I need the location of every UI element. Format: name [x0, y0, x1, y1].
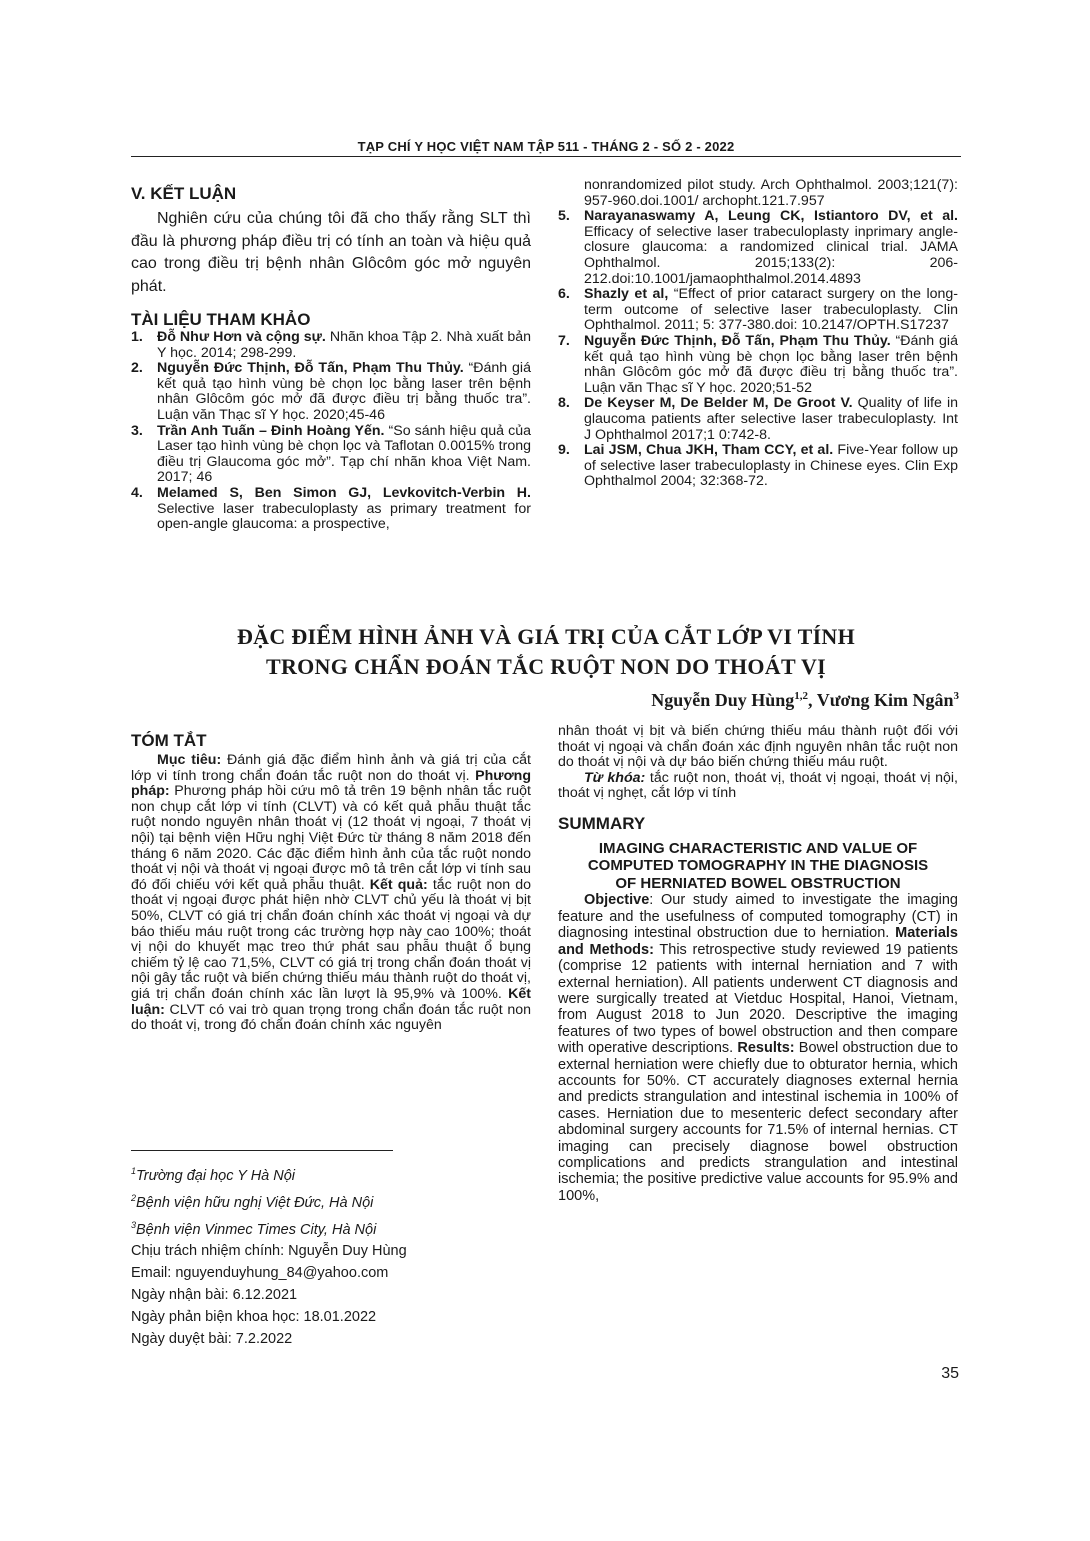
- keywords: Từ khóa: tắc ruột non, thoát vị, thoát vị ngoại, thoát vị nội, thoát vị nghẹt, cắt lớp vi tính: [558, 769, 959, 802]
- footnote-rule: [131, 1150, 393, 1151]
- abstract-vi-continued: nhân thoát vị bịt và biến chứng thiếu máu thành ruột đối với thoát vị ngoại và chẩn đoán xác định nguyên nhân tắc ruột non do thoát vị nội và dự báo biến chứng thiếu máu ruột.: [558, 723, 958, 771]
- summary-heading: SUMMARY: [558, 813, 646, 833]
- review-date: Ngày phản biện khoa học: 18.01.2022: [131, 1309, 377, 1326]
- affiliation-3: $^3$Bệnh viện Vinmec Times City, Hà Nội: [131, 1219, 377, 1238]
- author-affiliation: 3: [953, 690, 959, 702]
- reference-item: 4. Melamed S, Ben Simon GJ, Levkovitch-Verbin H. Selective laser trabeculoplasty as primary treatment for open-angle glaucoma: a prospective,: [131, 484, 531, 533]
- received-date: Ngày nhận bài: 6.12.2021: [131, 1287, 298, 1304]
- reference-item: 1. Đỗ Như Hơn và cộng sự. Nhãn khoa Tập 2. Nhà xuất bản Y học. 2014; 298-299.: [131, 329, 531, 361]
- reference-item: 3. Trần Anh Tuấn – Đinh Hoàng Yến. “So sánh hiệu quả của Laser tạo hình vùng bè chọn lọc và Taflotan 0.0015% trong điều trị Glaucoma góc mở”. Tạp chí nhãn khoa Việt Nam. 2017; 46: [131, 422, 532, 486]
- author-name: Nguyễn Duy Hùng: [651, 690, 795, 710]
- conclusion-heading: V. KẾT LUẬN: [131, 184, 237, 203]
- article-authors: Nguyễn Duy Hùng$^{1,2}$, Vương Kim Ngân$^3$: [651, 690, 959, 710]
- responsible-author: Chịu trách nhiệm chính: Nguyễn Duy Hùng: [131, 1243, 407, 1260]
- email: Email: nguyenduyhung_84@yahoo.com: [131, 1265, 389, 1282]
- abstract-vi-text: Mục tiêu: Đánh giá đặc điểm hình ảnh và giá trị của cắt lớp vi tính trong chẩn đoán tắc ruột non do thoát vị. Phương pháp: Phương pháp hồi cứu mô tả trên 19 bệnh nhân tắc ruột non chụp cắt lớp vi tính (CLVT) và có kết quả phẫu thuật tắc ruột nondo nguyên nhân thoát vị (12 thoát vị ngoại, 7 thoát vị nội) tại bệnh viện Hữu nghị Việt Đức từ tháng 8 năm 2018 đến tháng 6 năm 2020. Các đặc điểm hình ảnh của tắc ruột nondo thoát vị nội và thoát vị ngoại được mô tả trên cắt lớp vi tính sau đó đối chiếu với kết quả phẫu thuật. Kết quả: tắc ruột non do thoát vị ngoại được phát hiện nhờ CLVT chủ yếu là thoát vị bịt 50%, CLVT có giá trị chẩn đoán chính xác thoát vị ngoại và dự báo thiếu máu ruột trong các trường hợp này cao 100%; thoát vị nội do khuyết mạc treo thứ phát sau phẫu thuật ổ bụng chiếm tỷ lệ cao 71,5%, CLVT có giá trị trong chẩn đoán thoát vị nội gây tắc ruột và biến chứng thiếu máu thành ruột do thoát vị, giá trị chẩn đoán chính xác lần lượt là 95,9% và 100%. Kết luận: CLVT có vai trò quan trọng trong chẩn đoán tắc ruột non do thoát vị, trong đó chẩn đoán chính xác nguyên: [131, 752, 532, 1034]
- header-rule: [131, 156, 961, 157]
- reference-item: 5. Narayanaswamy A, Leung CK, Istiantoro DV, et al. Efficacy of selective laser trabeculoplasty inprimary angle-closure glaucoma: a randomized clinical trial. JAMA Ophthalmol. 2015;133(2): 206-212.doi:10.1001/jamaophthalmol.2014.4893: [558, 208, 958, 287]
- affiliation-1: $^1$Trường đại học Y Hà Nội: [131, 1166, 296, 1184]
- reference-item: 8. De Keyser M, De Belder M, De Groot V. Quality of life in glaucoma patients after selective laser trabeculoplasty. Int J Ophthalmol 2017;1 0:742-8.: [558, 395, 958, 443]
- references-heading: TÀI LIỆU THAM KHẢO: [131, 310, 311, 329]
- affiliation-2: $^2$Bệnh viện hữu nghị Việt Đức, Hà Nội: [131, 1192, 374, 1211]
- summary-title: IMAGING CHARACTERISTIC AND VALUE OF COMPUTED TOMOGRAPHY IN THE DIAGNOSIS OF HERNIATED BOWEL OBSTRUCTION: [587, 839, 929, 892]
- conclusion-text: Nghiên cứu của chúng tôi đã cho thấy rằng SLT thì đầu là phương pháp điều trị có tính an toàn và hiệu quả cao trong điều trị bệnh nhân Glôcôm góc mở nguyên phát.: [131, 210, 531, 295]
- footnotes: [131, 1160, 531, 1350]
- article-title: [131, 622, 961, 682]
- abstract-vi-column: [131, 731, 531, 1034]
- upper-right-column: [558, 178, 958, 490]
- article-title-line1: ĐẶC ĐIỂM HÌNH ẢNH VÀ GIÁ TRỊ CỦA CẮT LỚP VI TÍNH: [236, 624, 856, 649]
- article-title-line2: TRONG CHẨN ĐOÁN TẮC RUỘT NON DO THOÁT VỊ: [265, 654, 827, 679]
- reference-item: 7. Nguyễn Đức Thịnh, Đỗ Tấn, Phạm Thu Thủy. “Đánh giá kết quả tạo hình vùng bè chọn lọc bằng laser trên bệnh nhân Glôcôm góc mở đã được điều trị bằng thuốc tra”. Luận văn Thạc sĩ Y học. 2020;51-52: [558, 332, 958, 396]
- abstract-vi-heading: TÓM TẮT: [131, 731, 207, 750]
- lower-right-column: [558, 724, 958, 1204]
- author-name: Vương Kim Ngân: [816, 690, 954, 710]
- summary-text: Objective: Our study aimed to investigate the imaging feature and the usefulness of computed tomography (CT) in diagnosing intestinal obstruction due to herniation. Materials and Methods: This retrospective study reviewed 19 patients (comprise 12 patients with internal herniation and 7 with external herniation). All patients underwent CT diagnosis and were surgically treated at Vietduc Hospital, Hanoi, Vietnam, from August 2018 to Jun 2020. Descriptive the imaging features of two types of bowel obstruction and then compare with operative descriptions. Results: Bowel obstruction due to external herniation were chiefly due to obturator hernia, which accounts for 50%. CT accurately diagnoses external hernia and predicts strangulation and intestinal ischemia in 100% of cases. Herniation due to mesenteric defect secondary after abdominal surgery accounts for 71.5% of internal hernias. CT imaging can precisely diagnose bowel obstruction complications and predicts strangulation and intestinal ischemia; the positive predictive value accounts for 95.9% and 100%,: [558, 892, 959, 1204]
- reference-item: 6. Shazly et al, “Effect of prior cataract surgery on the long-term outcome of selective laser trabeculoplasty. Clin Ophthalmol. 2011; 5: 377-380.doi: 10.2147/OPTH.S17237: [558, 286, 958, 334]
- running-header: TẠP CHÍ Y HỌC VIỆT NAM TẬP 511 - THÁNG 2 - SỐ 2 - 2022: [357, 139, 735, 154]
- page-number: 35: [941, 1365, 959, 1382]
- reference-item: 9. Lai JSM, Chua JKH, Tham CCY, et al. Five-Year follow up of selective laser trabeculoplasty in Chinese eyes. Clin Exp Ophthalmol 2004; 32:368-72.: [558, 442, 959, 490]
- accepted-date: Ngày duyệt bài: 7.2.2022: [131, 1331, 293, 1348]
- reference-item: 2. Nguyễn Đức Thịnh, Đỗ Tấn, Phạm Thu Thủy. “Đánh giá kết quả tạo hình vùng bè chọn lọc bằng laser trên bệnh nhân Glôcôm góc mở đã được điều trị bằng thuốc tra”. Luận văn Thạc sĩ Y học. 2020;45-46: [131, 360, 531, 423]
- reference-item-continued: nonrandomized pilot study. Arch Ophthalmol. 2003;121(7): 957-960.doi.1001/ archopht.121.7.957: [584, 177, 958, 209]
- author-affiliation: 1,2: [794, 690, 809, 702]
- upper-left-column: [131, 184, 531, 533]
